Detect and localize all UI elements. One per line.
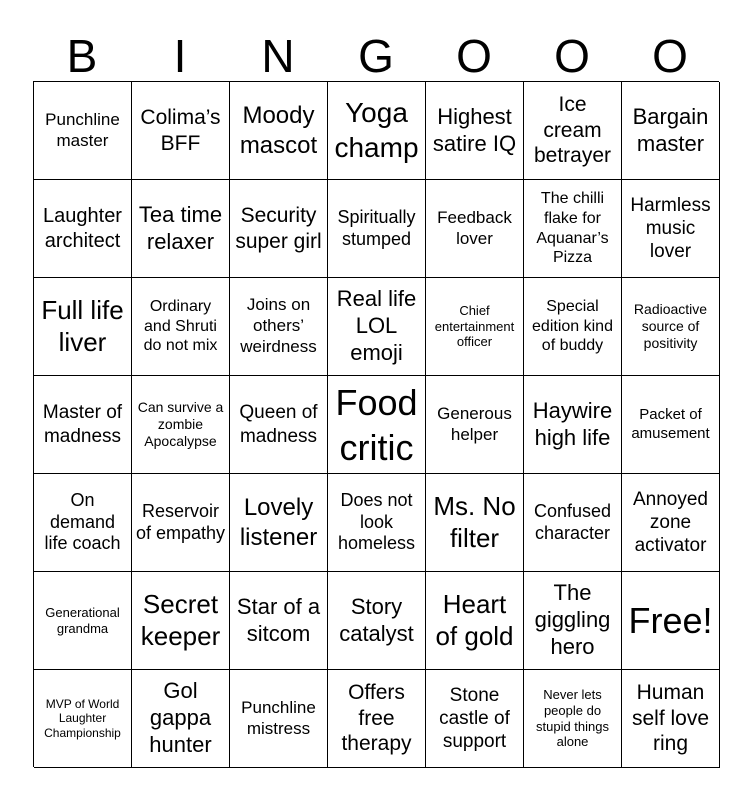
bingo-cell[interactable]: [328, 82, 426, 180]
bingo-cell-text: Haywire high life: [532, 397, 613, 450]
bingo-cell-text: Harmless music lover: [630, 194, 711, 263]
bingo-cell[interactable]: [230, 474, 328, 572]
bingo-cell-text: Lovely listener: [239, 494, 318, 551]
bingo-cell-text: Ms. No filter: [433, 490, 516, 553]
bingo-cell[interactable]: [328, 572, 426, 670]
bingo-cell[interactable]: [230, 82, 328, 180]
bingo-cell-text: Security super girl: [235, 203, 322, 253]
bingo-cell[interactable]: [34, 376, 132, 474]
bingo-cell-text: Punchline mistress: [241, 697, 316, 738]
header-letter: O: [456, 30, 492, 82]
bingo-cell[interactable]: [34, 670, 132, 768]
bingo-cell[interactable]: [426, 670, 524, 768]
bingo-cell-text: Star of a sitcom: [236, 593, 321, 646]
bingo-cell-text: Confused character: [533, 500, 612, 543]
bingo-cell[interactable]: [328, 180, 426, 278]
bingo-cell-text: Heart of gold: [435, 588, 514, 651]
bingo-cell[interactable]: [426, 376, 524, 474]
bingo-cell-text: Never lets people do stupid things alone: [536, 686, 609, 750]
bingo-cell[interactable]: [230, 278, 328, 376]
bingo-cell-text: Joins on others’ weirdness: [240, 295, 317, 356]
bingo-cell[interactable]: [524, 670, 622, 768]
bingo-cell-text: Master of madness: [42, 402, 123, 447]
bingo-cell[interactable]: [328, 278, 426, 376]
bingo-cell-text: Annoyed zone activator: [632, 488, 708, 557]
bingo-cell-text: Radioactive source of positivity: [633, 300, 708, 352]
header-letter: O: [554, 30, 590, 82]
bingo-cell[interactable]: [328, 474, 426, 572]
bingo-cell[interactable]: [132, 474, 230, 572]
bingo-cell[interactable]: [426, 572, 524, 670]
bingo-cell-text: Ordinary and Shruti do not mix: [143, 298, 218, 355]
bingo-cell-text: Bargain master: [632, 103, 709, 156]
bingo-cell-text: The chilli flake for Aquanar’s Pizza: [536, 190, 609, 267]
bingo-cell-text: MVP of World Laughter Championship: [44, 696, 121, 740]
header-letter: O: [652, 30, 688, 82]
bingo-cell-text: Tea time relaxer: [138, 201, 223, 254]
bingo-cell[interactable]: [230, 180, 328, 278]
bingo-cell[interactable]: [426, 278, 524, 376]
bingo-cell-text: Food critic: [335, 381, 418, 468]
bingo-cell[interactable]: [524, 474, 622, 572]
bingo-cell[interactable]: [328, 670, 426, 768]
bingo-cell[interactable]: [132, 180, 230, 278]
bingo-cell[interactable]: [34, 572, 132, 670]
bingo-cell[interactable]: [622, 82, 720, 180]
bingo-cell-text: Full life liver: [41, 294, 124, 357]
bingo-cell-text: Gol gappa hunter: [149, 678, 212, 757]
bingo-cell-text: Yoga champ: [334, 97, 419, 163]
bingo-cell-text: Special edition kind of buddy: [532, 298, 613, 355]
bingo-cell[interactable]: [622, 376, 720, 474]
bingo-cell[interactable]: [524, 376, 622, 474]
bingo-cell-text: Human self love ring: [631, 681, 710, 756]
bingo-cell-text: Real life LOL emoji: [336, 286, 417, 365]
bingo-cell[interactable]: [622, 670, 720, 768]
bingo-cell-text: Generational grandma: [45, 604, 120, 636]
bingo-cell-text: Laughter architect: [43, 205, 122, 252]
bingo-cell[interactable]: [34, 278, 132, 376]
bingo-cell[interactable]: [524, 82, 622, 180]
bingo-cell-text: Punchline master: [45, 109, 120, 150]
bingo-cell[interactable]: [622, 180, 720, 278]
bingo-cell[interactable]: [34, 82, 132, 180]
header-letter: G: [358, 30, 394, 82]
bingo-cell[interactable]: [132, 278, 230, 376]
bingo-cell[interactable]: [524, 278, 622, 376]
bingo-cell-text: Chief entertainment officer: [434, 302, 515, 350]
header-letter: I: [173, 30, 187, 82]
bingo-cell-text: Story catalyst: [339, 593, 414, 646]
bingo-cell[interactable]: [426, 180, 524, 278]
bingo-header: [33, 30, 719, 82]
bingo-cell-text: Packet of amusement: [631, 406, 710, 442]
bingo-cell-text: Queen of madness: [239, 402, 318, 447]
bingo-cell-text: Colima’s BFF: [140, 105, 221, 155]
header-letter: N: [261, 30, 295, 82]
bingo-cell-text: Stone castle of support: [439, 684, 510, 753]
bingo-cell[interactable]: [230, 376, 328, 474]
bingo-cell[interactable]: [524, 572, 622, 670]
bingo-cell-text: Can survive a zombie Apocalypse: [137, 398, 224, 450]
bingo-cell[interactable]: [426, 82, 524, 180]
bingo-cell[interactable]: [132, 82, 230, 180]
bingo-cell[interactable]: [34, 474, 132, 572]
bingo-cell-text: Ice cream betrayer: [533, 93, 612, 168]
bingo-cell[interactable]: [230, 670, 328, 768]
bingo-cell[interactable]: [426, 474, 524, 572]
bingo-cell[interactable]: [34, 180, 132, 278]
bingo-cell[interactable]: [230, 572, 328, 670]
bingo-cell-text: Highest satire IQ: [432, 103, 517, 156]
bingo-cell[interactable]: [622, 278, 720, 376]
bingo-cell-text: Reservoir of empathy: [135, 500, 226, 543]
bingo-card-grid: [33, 81, 719, 767]
bingo-cell-text: Feedback lover: [437, 207, 512, 248]
bingo-cell-text: Free!: [628, 600, 713, 641]
bingo-cell-text: Moody mascot: [239, 102, 318, 159]
header-letter: B: [66, 30, 98, 82]
bingo-cell-text: The giggling hero: [534, 580, 611, 659]
bingo-cell-text: Offers free therapy: [341, 681, 412, 756]
bingo-cell[interactable]: [622, 572, 720, 670]
bingo-cell[interactable]: [132, 572, 230, 670]
bingo-cell[interactable]: [132, 670, 230, 768]
bingo-cell-text: On demand life coach: [44, 489, 121, 554]
bingo-cell-text: Spiritually stumped: [337, 206, 416, 249]
bingo-cell-text: Does not look homeless: [337, 489, 416, 554]
bingo-cell[interactable]: [524, 180, 622, 278]
bingo-cell-text: Secret keeper: [140, 588, 221, 651]
bingo-cell-text: Generous helper: [437, 403, 512, 444]
bingo-cell[interactable]: [328, 376, 426, 474]
bingo-cell[interactable]: [622, 474, 720, 572]
bingo-cell[interactable]: [132, 376, 230, 474]
